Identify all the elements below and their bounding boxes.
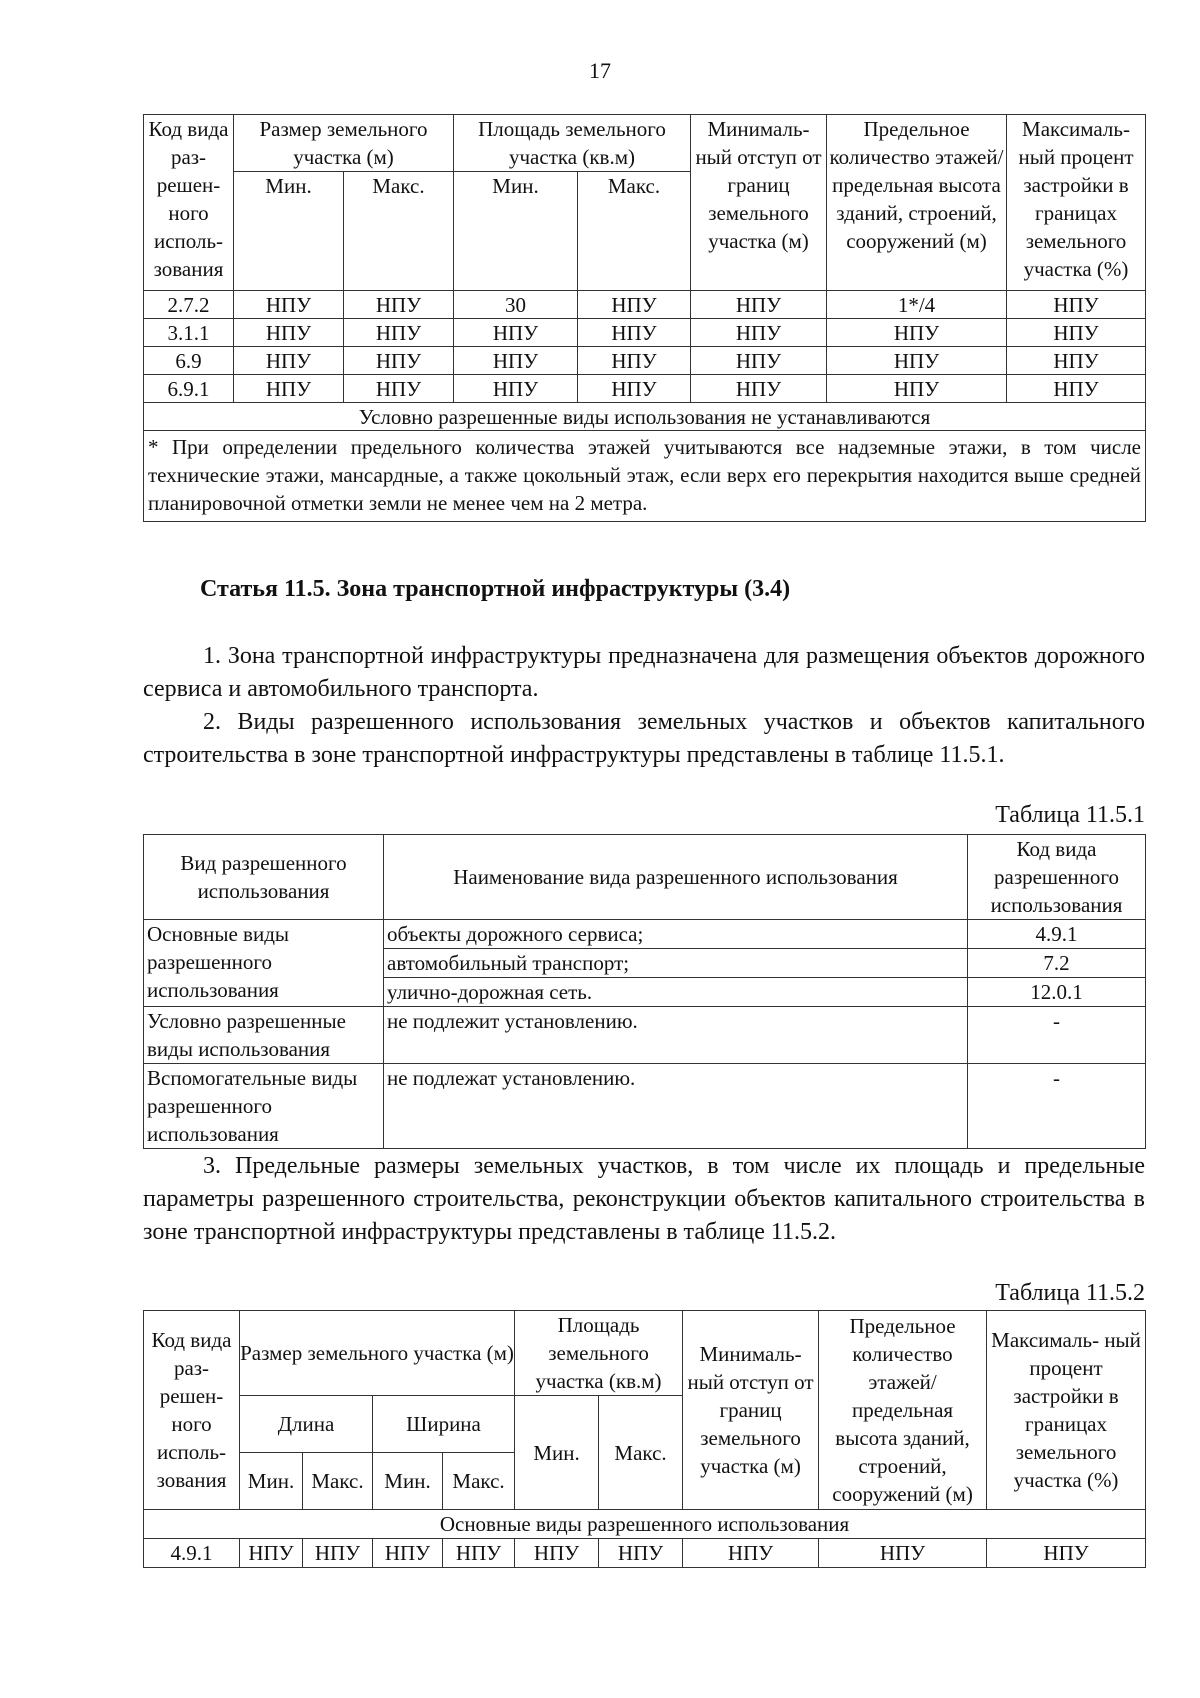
cell: 2.7.2 (144, 291, 234, 319)
parameters-table-top (143, 114, 1146, 522)
cell: 3.1.1 (144, 319, 234, 347)
header-width-min: Мин. (373, 1453, 443, 1510)
cell: НПУ (578, 291, 691, 319)
footnote: * При определении предельного количества этажей учитываются все надземные этажи, в том числе технические этажи, мансардные, а также цокольный этаж, если верх его перекрытия находится выше средней планировочной отметки земли не менее чем на 2 метра. (144, 431, 1146, 522)
cell: НПУ (234, 347, 344, 375)
cell: НПУ (578, 347, 691, 375)
cell: НПУ (234, 291, 344, 319)
cell: НПУ (691, 319, 827, 347)
cell: 6.9 (144, 347, 234, 375)
table-caption: Таблица 11.5.2 (995, 1280, 1145, 1306)
header-code: Код вида раз- решен- ного исполь- зования (144, 115, 234, 291)
use-code: 12.0.1 (968, 978, 1146, 1007)
header-size-min: Мин. (234, 172, 344, 291)
section-label: Основные виды разрешенного использования (144, 1510, 1146, 1539)
auxiliary-uses-label: Вспомогательные виды разрешенного использования (144, 1064, 384, 1149)
table-header-row (144, 115, 1146, 172)
header-length: Длина (240, 1396, 373, 1453)
header-setback: Минималь- ный отступ от границ земельного участка (м) (683, 1311, 819, 1510)
use-code: - (968, 1007, 1146, 1064)
table-row (144, 319, 1146, 347)
header-area-max: Макс. (578, 172, 691, 291)
header-setback: Минималь- ный отступ от границ земельного участка (м) (691, 115, 827, 291)
header-size-max: Макс. (344, 172, 454, 291)
table-caption: Таблица 11.5.1 (995, 802, 1145, 828)
use-name: автомобильный транспорт; (384, 949, 968, 978)
table-row (144, 1539, 1146, 1568)
header-percent: Максималь- ный процент застройки в границах земельного участка (%) (987, 1311, 1146, 1510)
cell: НПУ (344, 347, 454, 375)
cell: НПУ (1007, 319, 1146, 347)
use-name: улично-дорожная сеть. (384, 978, 968, 1007)
cell: НПУ (683, 1539, 819, 1568)
table-row (144, 375, 1146, 403)
cell: НПУ (240, 1539, 303, 1568)
cell: НПУ (234, 375, 344, 403)
conditional-uses-note: Условно разрешенные виды использования не устанавливаются (144, 403, 1146, 431)
cell: НПУ (827, 347, 1007, 375)
header-length-max: Макс. (303, 1453, 373, 1510)
cell: НПУ (344, 319, 454, 347)
table-header-row (144, 835, 1146, 920)
use-name: не подлежит установлению. (384, 1007, 968, 1064)
cell: НПУ (373, 1539, 443, 1568)
header-area: Площадь земельного участка (кв.м) (454, 115, 691, 172)
header-length-min: Мин. (240, 1453, 303, 1510)
cell: НПУ (599, 1539, 683, 1568)
header-size: Размер земельного участка (м) (234, 115, 454, 172)
main-uses-label: Основные виды разрешенного использования (144, 920, 384, 1007)
cell: НПУ (691, 375, 827, 403)
cell: НПУ (691, 291, 827, 319)
paragraph-3: 3. Предельные размеры земельных участков, в том числе их площадь и предельные параметры разрешенного строительства, реконструкции объектов капитального строительства в зоне транспортной инфраструктуры представлены в таблице 11.5.2. (143, 1153, 1145, 1245)
conditional-uses-label: Условно разрешенные виды использования (144, 1007, 384, 1064)
cell: НПУ (303, 1539, 373, 1568)
cell: НПУ (1007, 291, 1146, 319)
cell: НПУ (234, 319, 344, 347)
header-floors: Предельное количество этажей/ предельная высота зданий, строений, сооружений (м) (819, 1311, 987, 1510)
cell: НПУ (454, 319, 578, 347)
paragraph-1: 1. Зона транспортной инфраструктуры предназначена для размещения объектов дорожного сервиса и автомобильного транспорта. (143, 643, 1145, 702)
header-name: Наименование вида разрешенного использования (384, 835, 968, 920)
cell: НПУ (827, 319, 1007, 347)
use-code: - (968, 1064, 1146, 1149)
header-kind: Вид разрешенного использования (144, 835, 384, 920)
header-code: Код вида раз- решен- ного исполь- зования (144, 1311, 240, 1510)
cell: 1*/4 (827, 291, 1007, 319)
cell: НПУ (454, 347, 578, 375)
header-width: Ширина (373, 1396, 515, 1453)
cell: НПУ (515, 1539, 599, 1568)
use-code: 7.2 (968, 949, 1146, 978)
cell: НПУ (344, 375, 454, 403)
table-row (144, 291, 1146, 319)
use-name: не подлежат установлению. (384, 1064, 968, 1149)
table-row (144, 1064, 1146, 1149)
header-area-min: Мин. (515, 1396, 599, 1510)
cell: НПУ (454, 375, 578, 403)
cell: НПУ (578, 375, 691, 403)
table-row (144, 347, 1146, 375)
cell: НПУ (987, 1539, 1146, 1568)
cell: НПУ (443, 1539, 515, 1568)
article-heading: Статья 11.5. Зона транспортной инфраструктуры (3.4) (200, 576, 791, 602)
cell: НПУ (344, 291, 454, 319)
header-size: Размер земельного участка (м) (240, 1311, 515, 1396)
conditional-row (144, 403, 1146, 431)
limit-parameters-table (143, 1310, 1146, 1568)
header-code: Код вида разрешенного использования (968, 835, 1146, 920)
paragraph-2: 2. Виды разрешенного использования земельных участков и объектов капитального строительства в зоне транспортной инфраструктуры представлены в таблице 11.5.1. (143, 709, 1145, 768)
cell: 4.9.1 (144, 1539, 240, 1568)
cell: НПУ (827, 375, 1007, 403)
header-floors: Предельное количество этажей/ предельная высота зданий, строений, сооружений (м) (827, 115, 1007, 291)
header-area: Площадь земельного участка (кв.м) (515, 1311, 683, 1396)
cell: НПУ (1007, 347, 1146, 375)
footnote-row (144, 431, 1146, 522)
table-header-row (144, 1311, 1146, 1396)
use-code: 4.9.1 (968, 920, 1146, 949)
table-row (144, 920, 1146, 949)
header-area-max: Макс. (599, 1396, 683, 1510)
section-row (144, 1510, 1146, 1539)
use-name: объекты дорожного сервиса; (384, 920, 968, 949)
cell: 6.9.1 (144, 375, 234, 403)
page-number: 17 (589, 58, 611, 83)
cell: НПУ (1007, 375, 1146, 403)
permitted-uses-table (143, 834, 1146, 1149)
cell: НПУ (691, 347, 827, 375)
header-width-max: Макс. (443, 1453, 515, 1510)
header-percent: Максималь- ный процент застройки в границах земельного участка (%) (1007, 115, 1146, 291)
header-area-min: Мин. (454, 172, 578, 291)
cell: 30 (454, 291, 578, 319)
cell: НПУ (819, 1539, 987, 1568)
table-row (144, 1007, 1146, 1064)
cell: НПУ (578, 319, 691, 347)
